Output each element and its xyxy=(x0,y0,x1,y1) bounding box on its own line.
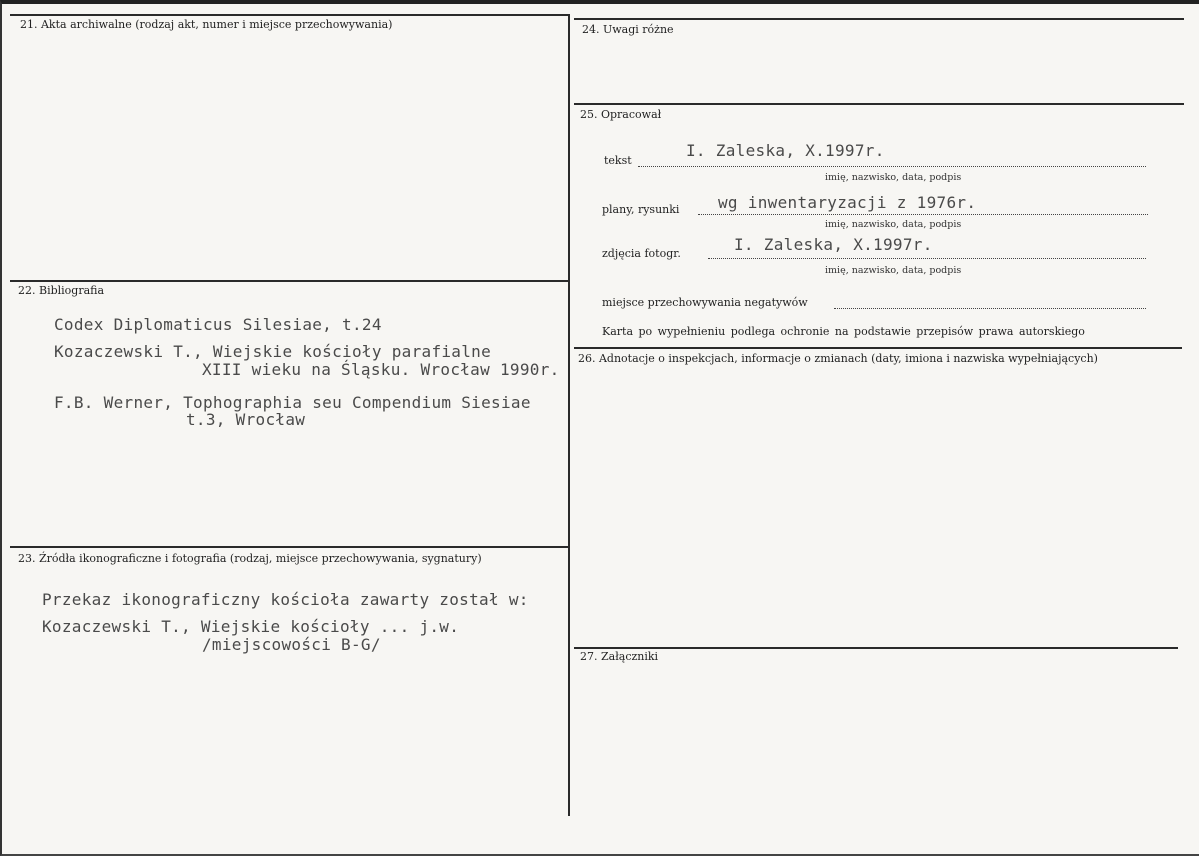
negatywy-dotted-line xyxy=(834,308,1146,309)
bibliography-entry-3-line-2: t.3, Wrocław xyxy=(186,410,306,429)
rule-26-27 xyxy=(574,647,1178,649)
rule-21-22 xyxy=(10,280,568,282)
bibliography-entry-1: Codex Diplomaticus Silesiae, t.24 xyxy=(54,315,382,334)
section-25-label: 25. Opracował xyxy=(580,108,662,121)
section-24-label: 24. Uwagi różne xyxy=(582,23,674,36)
tekst-label: tekst xyxy=(604,154,632,167)
zdjecia-value: I. Zaleska, X.1997r. xyxy=(734,235,933,254)
plany-label: plany, rysunki xyxy=(602,203,680,216)
negatywy-label: miejsce przechowywania negatywów xyxy=(602,296,808,309)
section-21-label: 21. Akta archiwalne (rodzaj akt, numer i miejsce przechowywania) xyxy=(20,18,393,31)
bibliography-entry-2-line-2: XIII wieku na Śląsku. Wrocław 1990r. xyxy=(202,360,560,379)
top-rule-left xyxy=(10,14,570,16)
zdjecia-label: zdjęcia fotogr. xyxy=(602,247,681,260)
section-27-label: 27. Załączniki xyxy=(580,650,659,663)
bibliography-entry-2-line-1: Kozaczewski T., Wiejskie kościoły parafialne xyxy=(54,342,492,361)
section-22-label: 22. Bibliografia xyxy=(18,284,105,297)
copyright-note: Karta po wypełnieniu podlega ochronie na podstawie przepisów prawa autorskiego xyxy=(602,325,1085,338)
plany-caption: imię, nazwisko, data, podpis xyxy=(825,219,962,230)
tekst-value: I. Zaleska, X.1997r. xyxy=(686,141,885,160)
iconography-line-2: Kozaczewski T., Wiejskie kościoły ... j.w. xyxy=(42,617,460,636)
iconography-line-1: Przekaz ikonograficzny kościoła zawarty został w: xyxy=(42,590,529,609)
rule-24-25 xyxy=(574,103,1184,105)
rule-22-23 xyxy=(10,546,568,548)
plany-dotted-line xyxy=(698,214,1148,215)
bibliography-entry-3-line-1: F.B. Werner, Tophographia seu Compendium Siesiae xyxy=(54,393,531,412)
zdjecia-dotted-line xyxy=(708,258,1146,259)
tekst-caption: imię, nazwisko, data, podpis xyxy=(825,172,962,183)
section-23-label: 23. Źródła ikonograficzne i fotografia (rodzaj, miejsce przechowywania, sygnatury) xyxy=(18,552,482,565)
iconography-line-3: /miejscowości B-G/ xyxy=(202,635,381,654)
center-divider xyxy=(568,16,570,816)
zdjecia-caption: imię, nazwisko, data, podpis xyxy=(825,265,962,276)
top-rule-right xyxy=(574,18,1184,20)
plany-value: wg inwentaryzacji z 1976r. xyxy=(718,193,977,212)
rule-25-26 xyxy=(574,347,1182,349)
section-26-label: 26. Adnotacje o inspekcjach, informacje o zmianach (daty, imiona i nazwiska wypełniających) xyxy=(578,352,1098,365)
tekst-dotted-line xyxy=(638,166,1146,167)
